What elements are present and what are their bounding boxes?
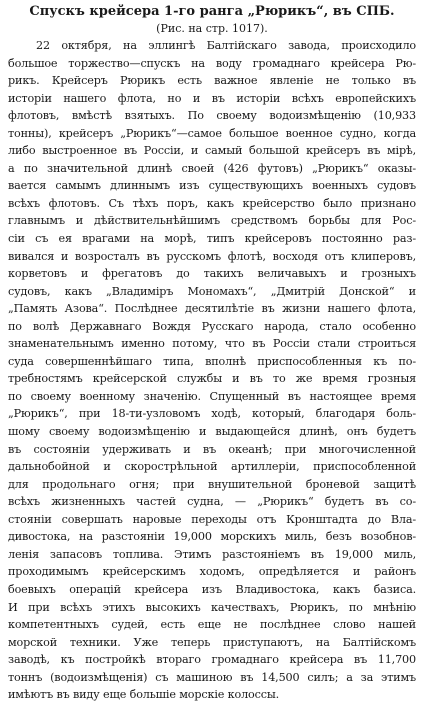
article-line: шому своему водоизмѣщенію и выдающейся длинѣ, онъ будетъ bbox=[8, 425, 416, 439]
article-line: рикъ. Крейсеръ Рюрикъ есть важное явленіе не только въ bbox=[8, 74, 416, 88]
article-line: либо выстроенное въ Россіи, и самый большой крейсеръ въ мірѣ, bbox=[8, 144, 416, 158]
article-line: компетентныхъ судей, есть еще не послѣднее слово нашей bbox=[8, 618, 416, 632]
article-line: имѣютъ въ виду еще большіе морскіе колоссы. bbox=[8, 688, 280, 702]
article-line: дальнобойной и скорострѣльной артиллеріи, приспособленной bbox=[8, 460, 416, 474]
article-line: для продольнаго огня; при внушительной броневой защитѣ bbox=[8, 477, 416, 491]
article-title: Спускъ крейсера 1-го ранга „Рюрикъ“, въ СПБ. bbox=[29, 4, 395, 19]
article-line: вается самымъ длиннымъ изъ существующихъ военныхъ судовъ bbox=[8, 179, 416, 193]
article-line: И при всѣхъ этихъ высокихъ качествахъ, Рюрикъ, по мнѣнію bbox=[8, 600, 416, 614]
article-line: суда совершеннѣйшаго типа, вполнѣ приспособленныя къ по- bbox=[8, 354, 416, 368]
article-line: „Рюрикъ“, при 18-ти-узловомъ ходѣ, который, благодаря боль- bbox=[8, 407, 416, 421]
article-line: ленія запасовъ топлива. Этимъ разстояніемъ въ 19,000 миль, bbox=[8, 547, 416, 561]
article-line: тоннъ (водоизмѣщенія) съ машиною въ 14,500 силъ; а за этимъ bbox=[8, 670, 416, 684]
article-line: по своему военному значенію. Спущенный въ настоящее время bbox=[8, 389, 416, 403]
article-line: судовъ, какъ „Владиміръ Мономахъ“, „Дмитрій Донской“ и bbox=[8, 284, 416, 298]
article-line: корветовъ и фрегатовъ до такихъ величавыхъ и грозныхъ bbox=[8, 267, 416, 281]
article-line: боевыхъ операцій крейсера изъ Владивостока, какъ базиса. bbox=[8, 582, 416, 596]
article-line: сіи съ ея врагами на морѣ, типъ крейсеровъ постоянно раз- bbox=[8, 232, 416, 246]
article-line: тонны), крейсеръ „Рюрикъ“—самое большое военное судно, когда bbox=[8, 126, 416, 140]
article-line: „Память Азова“. Послѣднее десятилѣтіе въ жизни нашего флота, bbox=[8, 302, 416, 316]
article-line: а по значительной длинѣ своей (426 футовъ) „Рюрикъ“ оказы- bbox=[8, 161, 416, 175]
article-line: вивался и возросталъ въ русскомъ флотѣ, восходя отъ клиперовъ, bbox=[8, 249, 416, 263]
article-line: знаменательнымъ именно потому, что въ Россіи стали строиться bbox=[8, 337, 416, 351]
article-line: флотовъ, вмѣстѣ взятыхъ. По своему водоизмѣщенію (10,933 bbox=[8, 109, 416, 123]
article-line: исторіи нашего флота, но и въ исторіи всѣхъ европейскихъ bbox=[8, 91, 416, 105]
article-line: всѣхъ жизненныхъ частей судна, — „Рюрикъ“ будетъ въ со- bbox=[8, 495, 416, 509]
article-line: всѣхъ флотовъ. Съ тѣхъ поръ, какъ крейсерство было признано bbox=[8, 196, 416, 210]
article-line: проходимымъ крейсерскимъ ходомъ, опредѣляется и районъ bbox=[8, 565, 416, 579]
article-line: по волѣ Державнаго Вождя Русскаго народа, стало особенно bbox=[8, 319, 416, 333]
article-line: требностямъ крейсерской службы и въ то же время грозныя bbox=[8, 372, 416, 386]
article-line: большое торжество—спускъ на воду громаднаго крейсера Рю- bbox=[8, 56, 416, 70]
article-line: морской техники. Уже теперь приступаютъ, на Балтійскомъ bbox=[8, 635, 416, 649]
article-body bbox=[8, 37, 416, 704]
article-subtitle: (Рис. на стр. 1017). bbox=[156, 22, 268, 35]
article-line: стояніи совершать наровые переходы отъ Кронштадта до Вла- bbox=[8, 512, 416, 526]
article-line: 22 октября, на эллингѣ Балтійскаго завода, происходило bbox=[36, 39, 416, 52]
article-line: дивостока, на разстояніи 19,000 морскихъ миль, безъ возобнов- bbox=[8, 530, 416, 544]
article-line: заводѣ, къ постройкѣ втораго громаднаго крейсера въ 11,700 bbox=[8, 653, 416, 667]
article-line: въ состояніи удерживать и въ океанѣ; при многочисленной bbox=[8, 442, 416, 456]
article-line: главнымъ и дѣйствительнѣйшимъ средствомъ борьбы для Рос- bbox=[8, 214, 416, 228]
